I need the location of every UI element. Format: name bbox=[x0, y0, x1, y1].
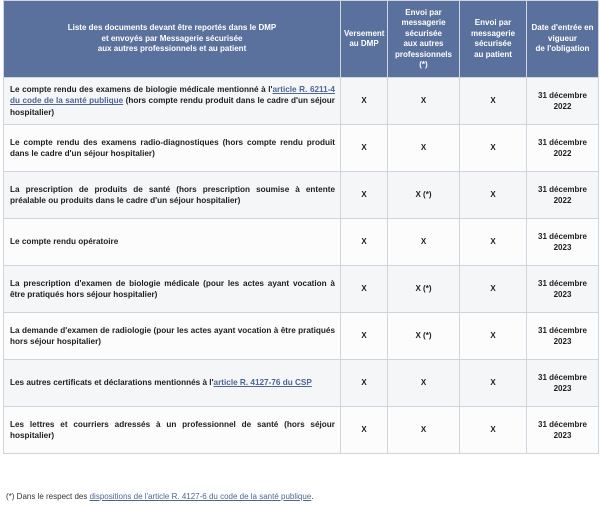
patient-cell: X bbox=[460, 78, 527, 125]
pro-cell: X bbox=[388, 125, 460, 172]
footnote: (*) Dans le respect des dispositions de l'article R. 4127-6 du code de la santé publique. bbox=[6, 492, 314, 501]
pro-cell: X (*) bbox=[388, 266, 460, 313]
date-cell: 31 décembre 2023 bbox=[527, 407, 599, 454]
dmp-cell: X bbox=[341, 266, 388, 313]
doc-cell: La prescription de produits de santé (hors prescription soumise à entente préalable ou produits dans le cadre d'un séjour hospitalier) bbox=[4, 172, 341, 219]
table-row bbox=[4, 219, 599, 266]
header-date: Date d'entrée en vigueur de l'obligation bbox=[527, 1, 599, 78]
date-cell: 31 décembre 2023 bbox=[527, 219, 599, 266]
table-row bbox=[4, 360, 599, 407]
pro-cell: X bbox=[388, 360, 460, 407]
date-cell: 31 décembre 2022 bbox=[527, 78, 599, 125]
doc-cell: Les lettres et courriers adressés à un professionnel de santé (hors séjour hospitalier) bbox=[4, 407, 341, 454]
doc-cell: Le compte rendu des examens de biologie médicale mentionné à l'article R. 6211-4 du code de la santé publique (hors compte rendu produit dans le cadre d'un séjour hospitalier) bbox=[4, 78, 341, 125]
pro-cell: X (*) bbox=[388, 313, 460, 360]
patient-cell: X bbox=[460, 172, 527, 219]
doc-cell: La prescription d'examen de biologie médicale (pour les actes ayant vocation à être pratiqués hors séjour hospitalier) bbox=[4, 266, 341, 313]
table-row bbox=[4, 313, 599, 360]
date-cell: 31 décembre 2022 bbox=[527, 172, 599, 219]
patient-cell: X bbox=[460, 313, 527, 360]
obligations-table bbox=[3, 0, 599, 454]
table-row bbox=[4, 78, 599, 125]
dmp-cell: X bbox=[341, 313, 388, 360]
doc-cell: La demande d'examen de radiologie (pour les actes ayant vocation à être pratiqués hors séjour hospitalier) bbox=[4, 313, 341, 360]
pro-cell: X bbox=[388, 78, 460, 125]
patient-cell: X bbox=[460, 125, 527, 172]
patient-cell: X bbox=[460, 407, 527, 454]
header-dmp: Versement au DMP bbox=[341, 1, 388, 78]
header-documents: Liste des documents devant être reportés dans le DMP et envoyés par Messagerie sécurisée aux autres professionnels et au patient bbox=[4, 1, 341, 78]
date-cell: 31 décembre 2022 bbox=[527, 125, 599, 172]
pro-cell: X bbox=[388, 219, 460, 266]
doc-cell: Le compte rendu des examens radio-diagnostiques (hors compte rendu produit dans le cadre d'un séjour hospitalier) bbox=[4, 125, 341, 172]
dmp-cell: X bbox=[341, 219, 388, 266]
article-link[interactable]: article R. 4127-76 du CSP bbox=[213, 378, 312, 388]
doc-cell: Les autres certificats et déclarations mentionnés à l'article R. 4127-76 du CSP bbox=[4, 360, 341, 407]
header-patient: Envoi par messagerie sécurisée au patient bbox=[460, 1, 527, 78]
pro-cell: X (*) bbox=[388, 172, 460, 219]
doc-cell: Le compte rendu opératoire bbox=[4, 219, 341, 266]
table-row bbox=[4, 266, 599, 313]
date-cell: 31 décembre 2023 bbox=[527, 313, 599, 360]
article-link[interactable]: article R. 6211-4 du code de la santé publique bbox=[10, 84, 335, 106]
pro-cell: X bbox=[388, 407, 460, 454]
date-cell: 31 décembre 2023 bbox=[527, 266, 599, 313]
header-pro: Envoi par messagerie sécurisée aux autres professionnels (*) bbox=[388, 1, 460, 78]
table-row bbox=[4, 172, 599, 219]
date-cell: 31 décembre 2023 bbox=[527, 360, 599, 407]
patient-cell: X bbox=[460, 266, 527, 313]
table-row bbox=[4, 125, 599, 172]
table-row bbox=[4, 407, 599, 454]
dmp-cell: X bbox=[341, 125, 388, 172]
dmp-cell: X bbox=[341, 172, 388, 219]
dmp-cell: X bbox=[341, 360, 388, 407]
patient-cell: X bbox=[460, 360, 527, 407]
dmp-cell: X bbox=[341, 78, 388, 125]
footnote-link[interactable]: dispositions de l'article R. 4127-6 du code de la santé publique bbox=[89, 492, 312, 501]
dmp-cell: X bbox=[341, 407, 388, 454]
patient-cell: X bbox=[460, 219, 527, 266]
table-header-row bbox=[4, 1, 599, 78]
